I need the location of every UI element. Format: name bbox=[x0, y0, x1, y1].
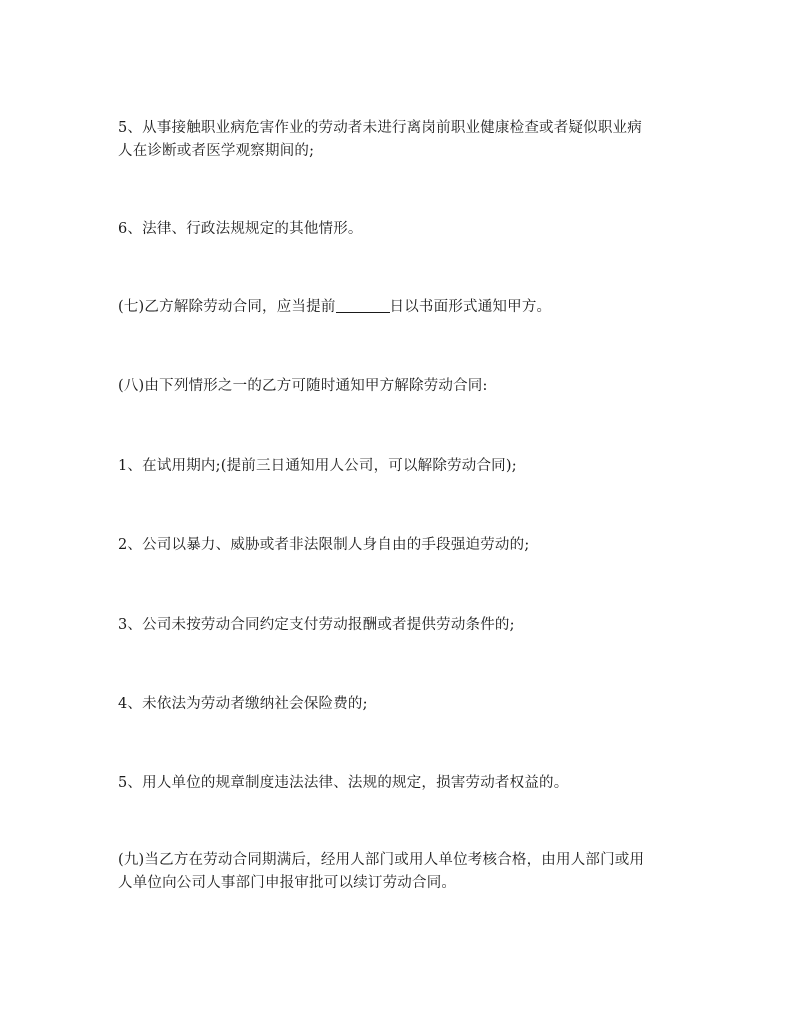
list-item-forced-labor bbox=[118, 534, 698, 557]
paragraph-line bbox=[118, 296, 698, 319]
paragraph-occupational-disease bbox=[118, 117, 698, 163]
paragraph-line: 5、从事接触职业病危害作业的劳动者未进行离岗前职业健康检查或者疑似职业病 bbox=[118, 120, 642, 136]
paragraph-line: 1、在试用期内;(提前三日通知用人公司，可以解除劳动合同); bbox=[118, 458, 517, 474]
list-item-probation bbox=[118, 455, 698, 478]
paragraph-contract-renewal bbox=[118, 849, 698, 895]
paragraph-line: 人在诊断或者医学观察期间的; bbox=[118, 143, 315, 159]
notice-text-after: 日以书面形式通知甲方。 bbox=[389, 299, 552, 315]
list-item-illegal-rules bbox=[118, 772, 698, 795]
paragraph-line: 4、未依法为劳动者缴纳社会保险费的; bbox=[118, 696, 368, 712]
paragraph-line: 5、用人单位的规章制度违法法律、法规的规定，损害劳动者权益的。 bbox=[118, 775, 569, 791]
paragraph-line: 人单位向公司人事部门申报审批可以续订劳动合同。 bbox=[118, 875, 457, 891]
paragraph-line: 2、公司以暴力、威胁或者非法限制人身自由的手段强迫劳动的; bbox=[118, 537, 530, 553]
notice-days-blank bbox=[336, 298, 390, 313]
paragraph-immediate-termination bbox=[118, 375, 698, 398]
notice-text-before: (七)乙方解除劳动合同，应当提前 bbox=[118, 299, 336, 315]
paragraph-line: 6、法律、行政法规规定的其他情形。 bbox=[118, 221, 363, 237]
paragraph-other-circumstances bbox=[118, 218, 698, 241]
paragraph-line: (九)当乙方在劳动合同期满后，经用人部门或用人单位考核合格，由用人部门或用 bbox=[118, 852, 645, 868]
list-item-unpaid-remuneration bbox=[118, 614, 698, 637]
paragraph-line: 3、公司未按劳动合同约定支付劳动报酬或者提供劳动条件的; bbox=[118, 617, 515, 633]
paragraph-line: (八)由下列情形之一的乙方可随时通知甲方解除劳动合同: bbox=[118, 378, 488, 394]
list-item-social-insurance bbox=[118, 693, 698, 716]
paragraph-notice-period bbox=[118, 296, 698, 319]
